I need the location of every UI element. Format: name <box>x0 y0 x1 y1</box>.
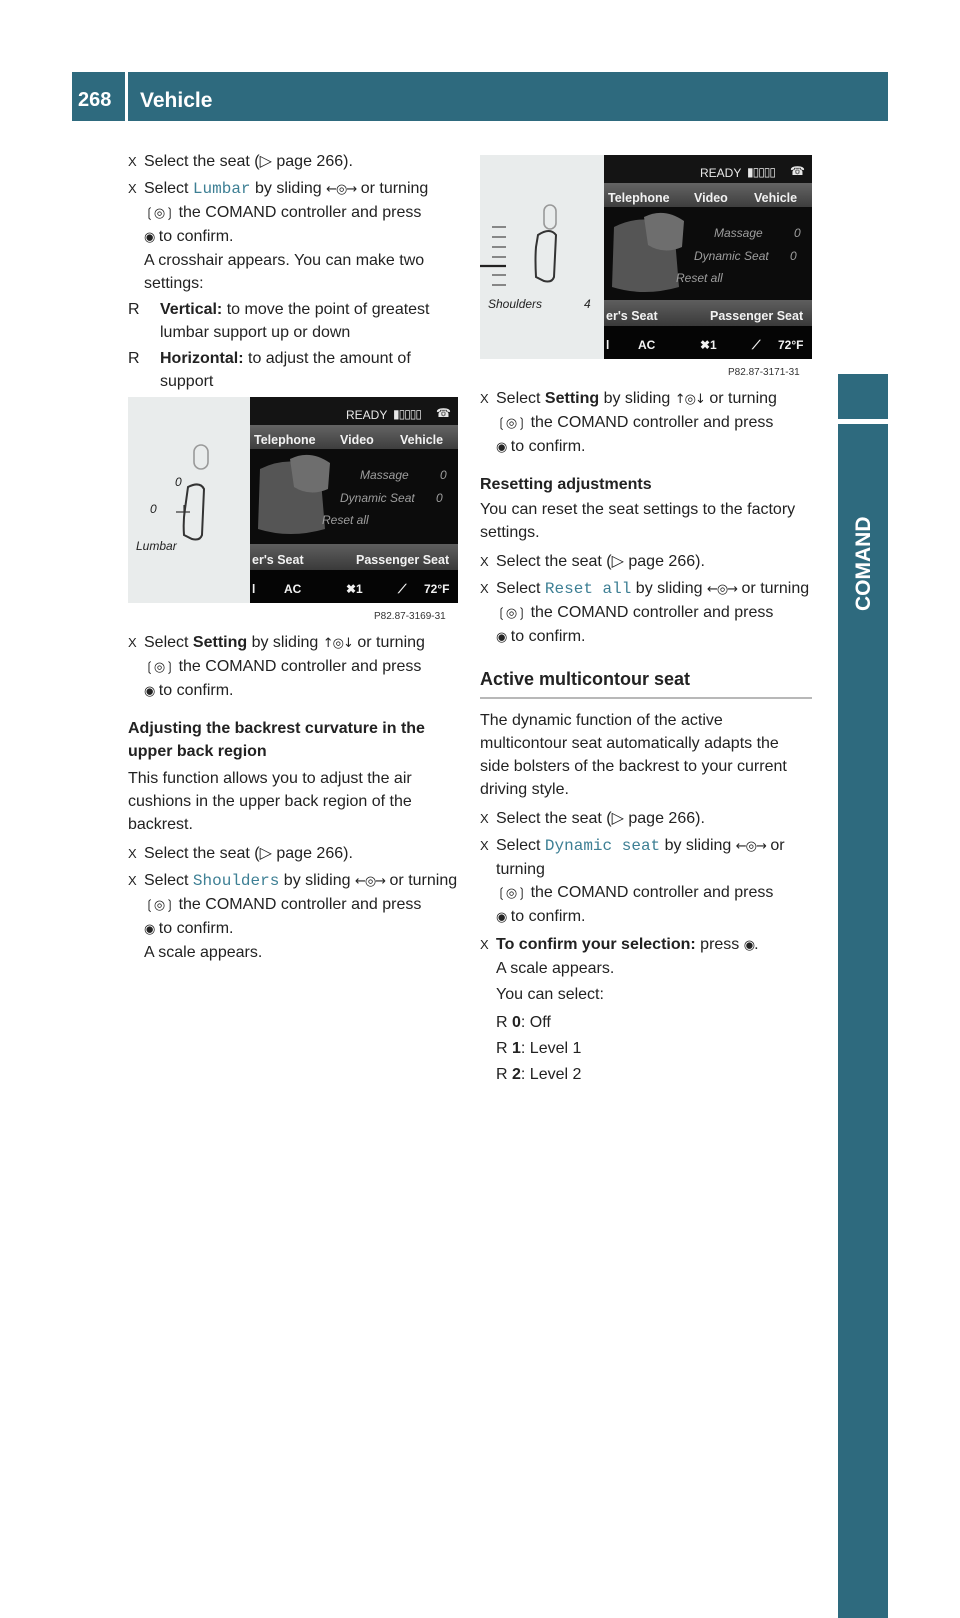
passenger-seat-tab[interactable]: Passenger Seat <box>710 309 804 323</box>
menu-massage[interactable]: Massage <box>714 226 763 240</box>
step-select-shoulders: X Select Shoulders by sliding ←◎→ or turning ❲◎❳ the COMAND controller and press ◉ to confirm. A scale appears. <box>128 869 458 964</box>
tab-bar <box>604 183 812 207</box>
turn-controller-icon: ❲◎❳ <box>496 606 527 621</box>
reset-paragraph: You can reset the seat settings to the factory settings. <box>480 501 796 541</box>
bullet-marker: R <box>496 1066 508 1083</box>
menu-item-dynamic-seat: Dynamic seat <box>544 837 661 855</box>
left-column-lower <box>128 631 458 964</box>
bullet-marker: R <box>128 301 140 318</box>
menu-massage-value: 0 <box>440 468 447 482</box>
shoulders-screenshot <box>480 155 812 377</box>
menu-dynamic-seat-value: 0 <box>436 491 443 505</box>
page-ref-icon: ▷ <box>611 553 624 570</box>
step-marker: X <box>480 554 489 569</box>
shoulders-scale-icon <box>480 155 604 359</box>
slide-left-right-icon: ←◎→ <box>326 182 357 197</box>
tab-vehicle[interactable]: Vehicle <box>400 433 444 447</box>
ac-button[interactable]: AC <box>284 582 302 596</box>
slide-left-right-icon: ←◎→ <box>706 582 738 597</box>
seat-heat-icon[interactable]: ⟋ <box>752 338 761 352</box>
bullet-marker: R <box>496 1040 508 1057</box>
backrest-paragraph: This function allows you to adjust the air cushions in the upper back region of the backrest. <box>128 770 412 833</box>
lumbar-vertical-value: 0 <box>175 475 182 489</box>
step-marker: X <box>128 154 137 169</box>
turn-controller-icon: ❲◎❳ <box>144 660 175 675</box>
bullet-marker: R <box>496 1014 508 1031</box>
left-column <box>128 150 458 393</box>
slide-up-down-icon: ↑◎↓ <box>322 636 353 651</box>
seat-select-bar <box>250 544 458 570</box>
menu-item-shoulders: Shoulders <box>192 872 280 890</box>
menu-item-setting: Setting <box>544 390 600 407</box>
figure-caption: P82.87-3169-31 <box>374 611 446 619</box>
turn-controller-icon: ❲◎❳ <box>496 416 527 431</box>
step-select-setting-2: X Select Setting by sliding ↑◎↓ or turning ❲◎❳ the COMAND controller and press ◉ to confirm. <box>480 387 812 459</box>
comand-screen <box>250 397 458 603</box>
signal-icon: ▮▯▯▯▯ <box>393 407 422 421</box>
seat-select-bar <box>604 300 812 326</box>
heading-backrest: Adjusting the backrest curvature in the upper back region <box>128 720 425 760</box>
bullet-horizontal: R Horizontal: to adjust the amount of support <box>128 347 458 393</box>
page-title: Vehicle <box>140 89 213 112</box>
step-select-reset-all: X Select Reset all by sliding ←◎→ or turning ❲◎❳ the COMAND controller and press ◉ to confirm. <box>480 577 812 649</box>
press-controller-icon: ◉ <box>743 938 755 953</box>
temperature[interactable]: 72°F <box>424 582 450 596</box>
comand-screen <box>604 155 812 359</box>
shoulders-label: Shoulders <box>488 297 543 311</box>
heading-reset: Resetting adjustments <box>480 476 652 493</box>
press-controller-icon: ◉ <box>496 440 507 455</box>
step-select-setting: X Select Setting by sliding ↑◎↓ or turning ❲◎❳ the COMAND controller and press ◉ to confirm. <box>128 631 458 703</box>
bullet-marker: R <box>128 350 140 367</box>
ac-button[interactable]: AC <box>638 338 656 352</box>
phone-icon: ☎ <box>790 164 805 178</box>
menu-massage-value: 0 <box>794 226 801 240</box>
lumbar-horizontal-value: 0 <box>150 502 157 516</box>
fan-icon[interactable]: ✖1 <box>346 582 363 596</box>
climate-bar: l AC ✖1 ⟋ 72°F <box>250 570 458 603</box>
press-controller-icon: ◉ <box>496 910 507 925</box>
shoulders-value: 4 <box>584 297 591 311</box>
driver-seat-tab[interactable]: er's Seat <box>252 553 304 567</box>
tab-video[interactable]: Video <box>340 433 374 447</box>
seat-menu-area <box>604 207 812 300</box>
climate-bar: l AC ✖1 ⟋ 72°F <box>604 326 812 359</box>
step-marker: X <box>128 846 137 861</box>
right-column <box>480 387 812 1086</box>
tab-telephone[interactable]: Telephone <box>608 191 670 205</box>
press-controller-icon: ◉ <box>496 630 507 645</box>
menu-reset-all[interactable]: Reset all <box>322 513 369 527</box>
active-paragraph: The dynamic function of the active multicontour seat automatically adapts the side bolsters of the backrest to your current driving style. <box>480 712 787 798</box>
step-select-seat-2: X Select the seat (▷ page 266). <box>128 842 458 865</box>
crosshair-note: A crosshair appears. You can make two settings: <box>144 252 425 292</box>
option-level-1: R 1: Level 1 <box>480 1037 812 1060</box>
step-select-seat-3: X Select the seat (▷ page 266). <box>480 550 812 573</box>
slide-left-right-icon: ←◎→ <box>354 874 386 889</box>
shoulders-panel <box>480 155 604 359</box>
step-marker: X <box>128 181 137 196</box>
bullet-vertical: R Vertical: to move the point of greatest lumbar support up or down <box>128 298 458 344</box>
header-divider <box>125 72 128 121</box>
step-marker: X <box>128 635 137 650</box>
tab-telephone[interactable]: Telephone <box>254 433 316 447</box>
menu-item-lumbar: Lumbar <box>192 180 251 198</box>
turn-controller-icon: ❲◎❳ <box>144 206 175 221</box>
turn-controller-icon: ❲◎❳ <box>144 898 175 913</box>
figure-caption: P82.87-3171-31 <box>728 367 800 377</box>
passenger-seat-tab[interactable]: Passenger Seat <box>356 553 450 567</box>
temperature[interactable]: 72°F <box>778 338 804 352</box>
lumbar-panel <box>128 397 250 603</box>
side-tab-block <box>838 374 888 419</box>
press-controller-icon: ◉ <box>144 230 155 245</box>
step-select-lumbar: X Select Lumbar by sliding ←◎→ or turning ❲◎❳ the COMAND controller and press ◉ to confirm. A crosshair appears. You can make two settings: <box>128 177 458 295</box>
tab-vehicle[interactable]: Vehicle <box>754 191 798 205</box>
page-ref-icon: ▷ <box>259 845 272 862</box>
step-select-dynamic-seat: X Select Dynamic seat by sliding ←◎→ or turning ❲◎❳ the COMAND controller and press ◉ to confirm. <box>480 834 812 929</box>
step-marker: X <box>128 873 137 888</box>
menu-reset-all[interactable]: Reset all <box>676 271 723 285</box>
step-marker: X <box>480 811 489 826</box>
menu-massage[interactable]: Massage <box>360 468 409 482</box>
side-tab-label: COMAND <box>852 516 875 612</box>
step-select-seat-4: X Select the seat (▷ page 266). <box>480 807 812 830</box>
step-marker: X <box>480 581 489 596</box>
menu-dynamic-seat-value: 0 <box>790 249 797 263</box>
step-confirm-selection: X To confirm your selection: press ◉. A scale appears. You can select: <box>480 933 812 1006</box>
press-controller-icon: ◉ <box>144 922 155 937</box>
menu-dynamic-seat[interactable]: Dynamic Seat <box>694 249 769 263</box>
slide-up-down-icon: ↑◎↓ <box>674 392 705 407</box>
lumbar-label: Lumbar <box>136 539 177 553</box>
page-ref-icon: ▷ <box>259 153 272 170</box>
status-bar: READY ▮▯▯▯▯ ☎ <box>250 397 458 425</box>
step-marker: X <box>480 937 489 952</box>
seat-heat-icon[interactable]: ⟋ <box>398 582 407 596</box>
signal-icon: ▮▯▯▯▯ <box>747 165 776 179</box>
step-marker: X <box>480 391 489 406</box>
status-bar: READY ▮▯▯▯▯ ☎ <box>604 155 812 183</box>
menu-item-setting: Setting <box>192 634 248 651</box>
turn-controller-icon: ❲◎❳ <box>496 886 527 901</box>
menu-item-reset-all: Reset all <box>544 580 632 598</box>
fan-icon[interactable]: ✖1 <box>700 338 717 352</box>
tab-bar <box>250 425 458 449</box>
phone-icon: ☎ <box>436 406 451 420</box>
step-select-seat: X Select the seat (▷ page 266). <box>128 150 458 173</box>
step-marker: X <box>480 838 489 853</box>
option-off: R 0: Off <box>480 1011 812 1034</box>
driver-seat-tab[interactable]: er's Seat <box>606 309 658 323</box>
option-level-2: R 2: Level 2 <box>480 1063 812 1086</box>
seat-menu-area <box>250 449 458 544</box>
lumbar-screenshot <box>128 397 458 619</box>
lumbar-seat-icon <box>128 397 250 603</box>
slide-left-right-icon: ←◎→ <box>735 839 766 854</box>
menu-dynamic-seat[interactable]: Dynamic Seat <box>340 491 415 505</box>
scale-note: A scale appears. <box>144 944 263 961</box>
press-controller-icon: ◉ <box>144 684 155 699</box>
page-number: 268 <box>78 89 112 111</box>
page-ref-icon: ▷ <box>611 810 624 827</box>
heading-active-multicontour: Active multicontour seat <box>480 669 691 689</box>
tab-video[interactable]: Video <box>694 191 728 205</box>
